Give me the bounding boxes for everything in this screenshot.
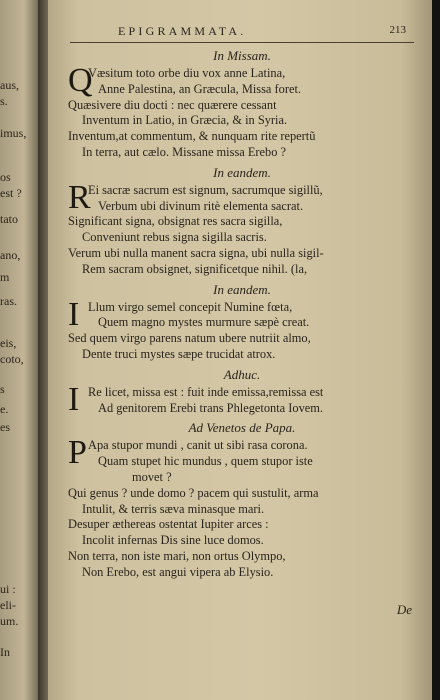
facing-page-fragment: aus,	[0, 78, 19, 92]
facing-page-fragment: eis,	[0, 336, 17, 350]
epigram	[68, 178, 416, 278]
epigram	[68, 62, 416, 161]
epigram-list	[68, 47, 416, 585]
drop-cap: P	[68, 434, 87, 472]
verse-line: In terra, aut cælo. Missane missa Erebo ?	[82, 144, 287, 159]
verse-line: Desuper æthereas ostentat Iupiter arces :	[68, 517, 269, 532]
verse-line: Quem magno mystes murmure sæpè creat.	[98, 315, 310, 330]
verse-line: Re licet, missa est : fuit inde emissa,remissa est	[88, 384, 324, 399]
drop-cap: I	[68, 295, 80, 333]
facing-page-edge	[0, 0, 40, 700]
verse-line: Incolit infernas Dis sine luce domos.	[82, 533, 264, 548]
verse-line: Conveniunt rebus signa sigilla sacris.	[82, 230, 267, 245]
verse-line: Sed quem virgo parens natum ubere nutriit almo,	[68, 331, 311, 346]
epigram-heading: Ad Venetos de Papa.	[188, 420, 296, 436]
facing-page-fragment: est ?	[0, 186, 22, 200]
verse-line: Ei sacræ sacrum est signum, sacrumque sigillũ,	[88, 182, 323, 197]
verse-line: Significant signa, obsignat res sacra sigilla,	[68, 214, 283, 229]
catchword: De	[396, 602, 412, 617]
verse-line: Væsitum toto orbe diu vox anne Latina,	[88, 66, 286, 80]
book-page	[48, 0, 432, 700]
verse-line: Ad genitorem Erebi trans Phlegetonta Iovem.	[98, 400, 324, 415]
running-head-title: EPIGRAMMATA.	[118, 24, 247, 38]
verse-line: Verum ubi nulla manent sacra signa, ubi nulla sigil-	[68, 245, 324, 260]
verse-line: Non Erebo, est angui vipera ab Elysio.	[82, 564, 274, 579]
facing-page-fragment: ui :	[0, 582, 16, 596]
facing-page-fragment: In	[0, 645, 10, 659]
verse-line: Verbum ubi divinum ritè elementa sacrat.	[98, 198, 304, 213]
facing-page-fragment: os	[0, 170, 11, 184]
facing-page-fragment: imus,	[0, 126, 27, 140]
epigram	[68, 434, 416, 580]
facing-page-fragment: tato	[0, 212, 18, 226]
drop-cap: I	[68, 380, 80, 418]
verse-line: Non terra, non iste mari, non ortus Olympo,	[68, 548, 286, 563]
epigram-heading: Adhuc.	[223, 366, 261, 382]
facing-page-fragment: ras.	[0, 294, 17, 308]
verse-line: Rem sacram obsignet, significetque nihil. (la,	[82, 261, 308, 276]
verse-line: movet ?	[132, 469, 172, 484]
page-number: 213	[389, 24, 406, 36]
verse-line: Quæsivere diu docti : nec quærere cessant	[68, 97, 277, 112]
verse-line: Inventum in Latio, in Græcia, & in Syria.	[82, 113, 288, 128]
verse-line: Qui genus ? unde domo ? pacem qui sustulit, arma	[68, 485, 319, 500]
verse-line: Intulit, & terris sæva minasque mari.	[82, 501, 265, 516]
epigram-heading: In eandem.	[213, 281, 271, 297]
verse-line: Anne Palestina, an Græcula, Missa foret.	[98, 81, 302, 96]
right-border	[432, 0, 440, 700]
running-head	[118, 24, 412, 40]
epigram	[68, 295, 416, 363]
facing-page-fragment: s	[0, 382, 5, 396]
facing-page-fragment: eli-	[0, 598, 16, 612]
epigram	[68, 380, 416, 418]
head-rule	[70, 42, 414, 43]
drop-cap: R	[68, 178, 91, 216]
epigram-heading: In Missam.	[213, 48, 271, 63]
verse-line: Dente truci mystes sæpe trucidat atrox.	[82, 346, 276, 361]
facing-page-fragment: um.	[0, 614, 19, 628]
facing-page-fragment: e.	[0, 402, 9, 416]
verse-line: Quam stupet hic mundus , quem stupor iste	[98, 454, 313, 469]
facing-page-fragment: m	[0, 270, 10, 284]
facing-page-fragment: es	[0, 420, 10, 434]
drop-cap: Q	[68, 62, 93, 99]
epigram-heading: In eandem.	[213, 164, 271, 180]
verse-line: Inventum,at commentum, & nunquam rite repertũ	[68, 129, 316, 144]
verse-line: Apa stupor mundi , canit ut sibi rasa corona.	[88, 438, 308, 453]
facing-page-fragment: s.	[0, 94, 8, 108]
facing-page-fragment: coto,	[0, 352, 24, 366]
facing-page-fragment: ano,	[0, 248, 21, 262]
verse-line: Llum virgo semel concepit Numine fœta,	[88, 299, 293, 314]
